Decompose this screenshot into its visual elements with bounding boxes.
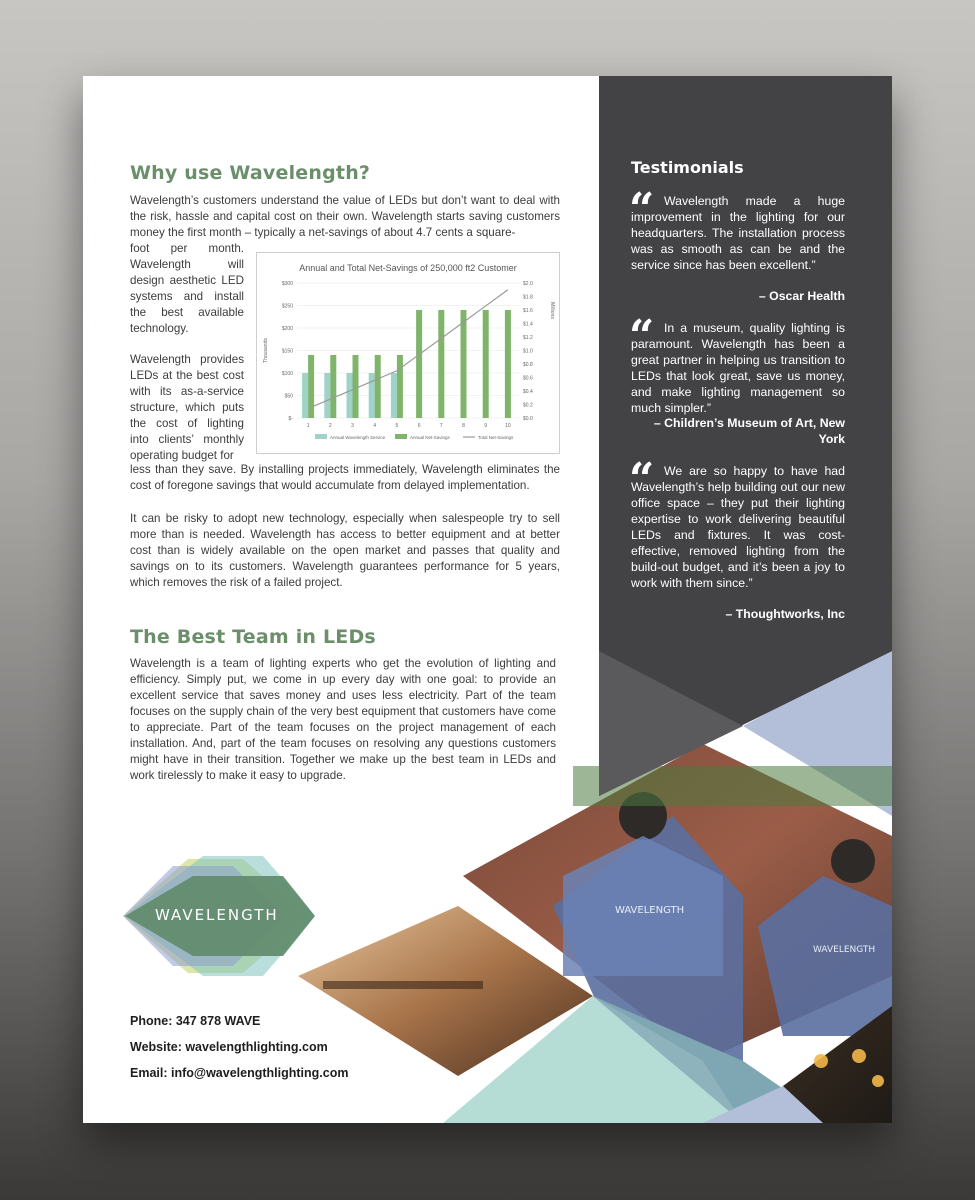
x-tick-label: 8 — [462, 423, 465, 429]
y2-tick-label: $0.4 — [523, 389, 533, 395]
testimonial-author-1: – Oscar Health — [758, 289, 845, 303]
y-axis-label: Thousands — [263, 338, 269, 363]
y2-tick-label: $2.0 — [523, 281, 533, 287]
y2-tick-label: $1.6 — [523, 308, 533, 314]
chart-title: Annual and Total Net-Savings of 250,000 ft2 Customer — [299, 263, 517, 273]
legend-label: Annual Wavelength Service — [330, 435, 386, 440]
heading-why-wavelength: Why use Wavelength? — [130, 162, 371, 184]
y2-tick-label: $1.0 — [523, 348, 533, 355]
legend-swatch — [395, 434, 407, 439]
y2-tick-label: $0.8 — [523, 362, 533, 368]
bar-service — [369, 373, 375, 418]
intro-paragraph: Wavelength’s customers understand the value of LEDs but don’t want to deal with the risk, hassle and capital cost on their own. Wavelength starts saving customers money the first month – typically a net-savings of about 4.7 cents a square- — [130, 194, 560, 239]
testimonial-quote-2: In a museum, quality lighting is paramount. Wavelength has been a great partner in helping us transition to LEDs that look great, save us money, and make lighting management so much simpler.” — [631, 321, 845, 415]
y2-tick-label: $1.4 — [523, 321, 533, 328]
line-total-net-savings — [308, 290, 508, 409]
y2-tick-label: $1.2 — [523, 335, 533, 341]
y-tick-label: $300 — [281, 281, 293, 287]
quote-icon: “ — [629, 184, 655, 235]
y2-tick-label: $0.0 — [523, 416, 533, 422]
y-tick-label: $200 — [281, 326, 293, 332]
y2-axis-label: Millions — [549, 302, 555, 319]
contact-website[interactable]: Website: wavelengthlighting.com — [130, 1040, 328, 1054]
contact-email[interactable]: Email: info@wavelengthlighting.com — [130, 1066, 349, 1080]
y-tick-label: $150 — [281, 348, 293, 355]
testimonials-title: Testimonials — [631, 158, 744, 177]
x-tick-label: 10 — [505, 423, 511, 429]
bar-service — [302, 373, 308, 418]
logo-wordmark: WAVELENGTH — [155, 906, 279, 924]
bar-net-savings — [375, 355, 381, 418]
testimonial-quote-1: Wavelength made a huge improvement in the lighting for our headquarters. The installation process was as smooth as can be and the service since has been excellent.” — [631, 194, 845, 272]
risk-paragraph: It can be risky to adopt new technology, especially when salespeople try to sell more than is needed. Wavelength has access to better equipment and at better cost than is widely available on the open market and passes that quality and savings on to its customers. Wavelength guarantees performance for 5 years, which removes the risk of a failed project. — [130, 512, 560, 589]
y-tick-label: $- — [288, 416, 293, 422]
bar-net-savings — [483, 310, 489, 418]
design-paragraph: foot per month. Wavelength will design aesthetic LED systems and install the best available technology. — [130, 242, 244, 335]
chart-plot — [257, 253, 561, 455]
quote-icon: “ — [629, 454, 655, 505]
bar-service — [391, 373, 397, 418]
shirt-text-2: WAVELENGTH — [813, 945, 876, 955]
y2-tick-label: $0.2 — [523, 402, 533, 409]
x-tick-label: 1 — [306, 423, 310, 429]
team-paragraph: Wavelength is a team of lighting experts who get the evolution of lighting and efficiency. Simply put, we come in up every day with one goal: to provide an excellent service that saves money and uses less electricity. Part of the team focuses on the supply chain of the very best equipment that customers have come to appreciate. Part of the team focuses on the project management of each installation. And, part of the team focuses on resolving any questions customers might have in their transition. Together we make up the best team in LEDs and work tirelessly to make it easy to upgrade. — [130, 657, 556, 782]
x-tick-label: 2 — [328, 423, 332, 429]
legend-swatch — [315, 434, 327, 439]
service-paragraph: Wavelength provides LEDs at the best cost with its as-a-service structure, which puts the cost of lighting into clients’ monthly operating budget for — [130, 353, 244, 462]
testimonial-author-2: – Children’s Museum of Art, New York — [653, 416, 845, 446]
y-tick-label: $100 — [281, 371, 293, 377]
bar-net-savings — [416, 310, 422, 418]
bar-net-savings — [438, 310, 444, 418]
quote-icon: “ — [629, 311, 655, 362]
x-tick-label: 5 — [395, 423, 399, 429]
bar-net-savings — [397, 355, 403, 418]
y-tick-label: $50 — [284, 393, 293, 400]
heading-best-team: The Best Team in LEDs — [130, 626, 376, 648]
y-tick-label: $250 — [281, 303, 293, 310]
savings-chart — [256, 252, 560, 454]
y2-tick-label: $0.6 — [523, 375, 533, 382]
brochure-page — [83, 76, 892, 1123]
shirt-text-1: WAVELENGTH — [615, 905, 685, 916]
x-tick-label: 3 — [351, 423, 354, 429]
panel-bottom-edge — [599, 651, 892, 841]
x-tick-label: 6 — [417, 423, 421, 429]
bar-net-savings — [461, 310, 467, 418]
contact-phone: Phone: 347 878 WAVE — [130, 1014, 261, 1028]
legend-label: Total Net-Savings — [478, 435, 514, 440]
bar-service — [324, 373, 330, 418]
testimonial-author-3: – Thoughtworks, Inc — [725, 607, 845, 621]
legend-label: Annual Net-Savings — [410, 435, 450, 440]
bar-net-savings — [330, 355, 336, 418]
install-paragraph: less than they save. By installing projects immediately, Wavelength eliminates the cost of foregone savings that would accumulate from delayed implementation. — [130, 463, 560, 492]
bar-net-savings — [353, 355, 359, 418]
x-tick-label: 7 — [439, 423, 443, 429]
bar-net-savings — [505, 310, 511, 418]
x-tick-label: 4 — [373, 423, 377, 429]
y2-tick-label: $1.8 — [523, 294, 533, 301]
bar-service — [347, 373, 353, 418]
testimonial-quote-3: We are so happy to have had Wavelength’s help building out our new office space – they put their lighting expertise to work delivering beautiful LEDs and fixtures. It was cost-effective, removed lighting from the build-out budget, and it’s been a joy to work with them since.” — [631, 464, 845, 590]
x-tick-label: 9 — [484, 423, 488, 429]
